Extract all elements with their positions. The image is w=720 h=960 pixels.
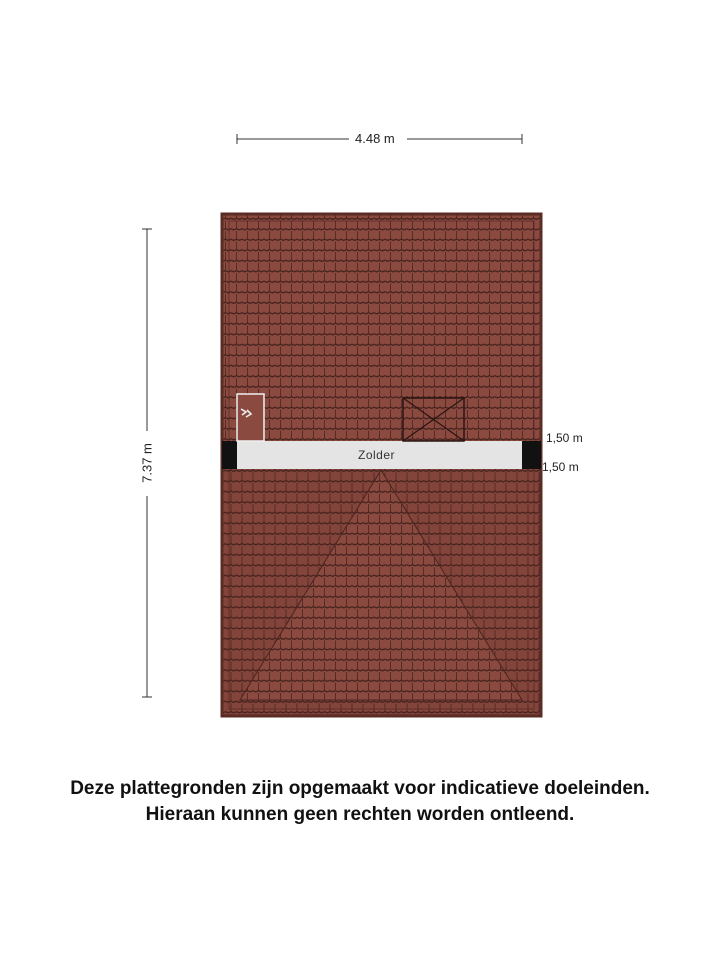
chimney-vent-icon xyxy=(237,394,264,441)
ceiling-height-top: 1,50 m xyxy=(546,431,583,445)
width-dimension-label: 4.48 m xyxy=(351,131,399,146)
height-dimension-label: 7.37 m xyxy=(140,439,155,487)
disclaimer xyxy=(0,776,720,828)
disclaimer-line-1: Deze plattegronden zijn opgemaakt voor indicatieve doeleinden. xyxy=(70,778,650,799)
ceiling-height-bottom: 1,50 m xyxy=(542,460,579,474)
room-label-zolder: Zolder xyxy=(358,448,396,462)
roof-upper xyxy=(222,214,541,441)
wall-right xyxy=(522,441,541,469)
disclaimer-line-2: Hieraan kunnen geen rechten worden ontleend. xyxy=(145,804,575,825)
wall-left xyxy=(222,441,237,469)
